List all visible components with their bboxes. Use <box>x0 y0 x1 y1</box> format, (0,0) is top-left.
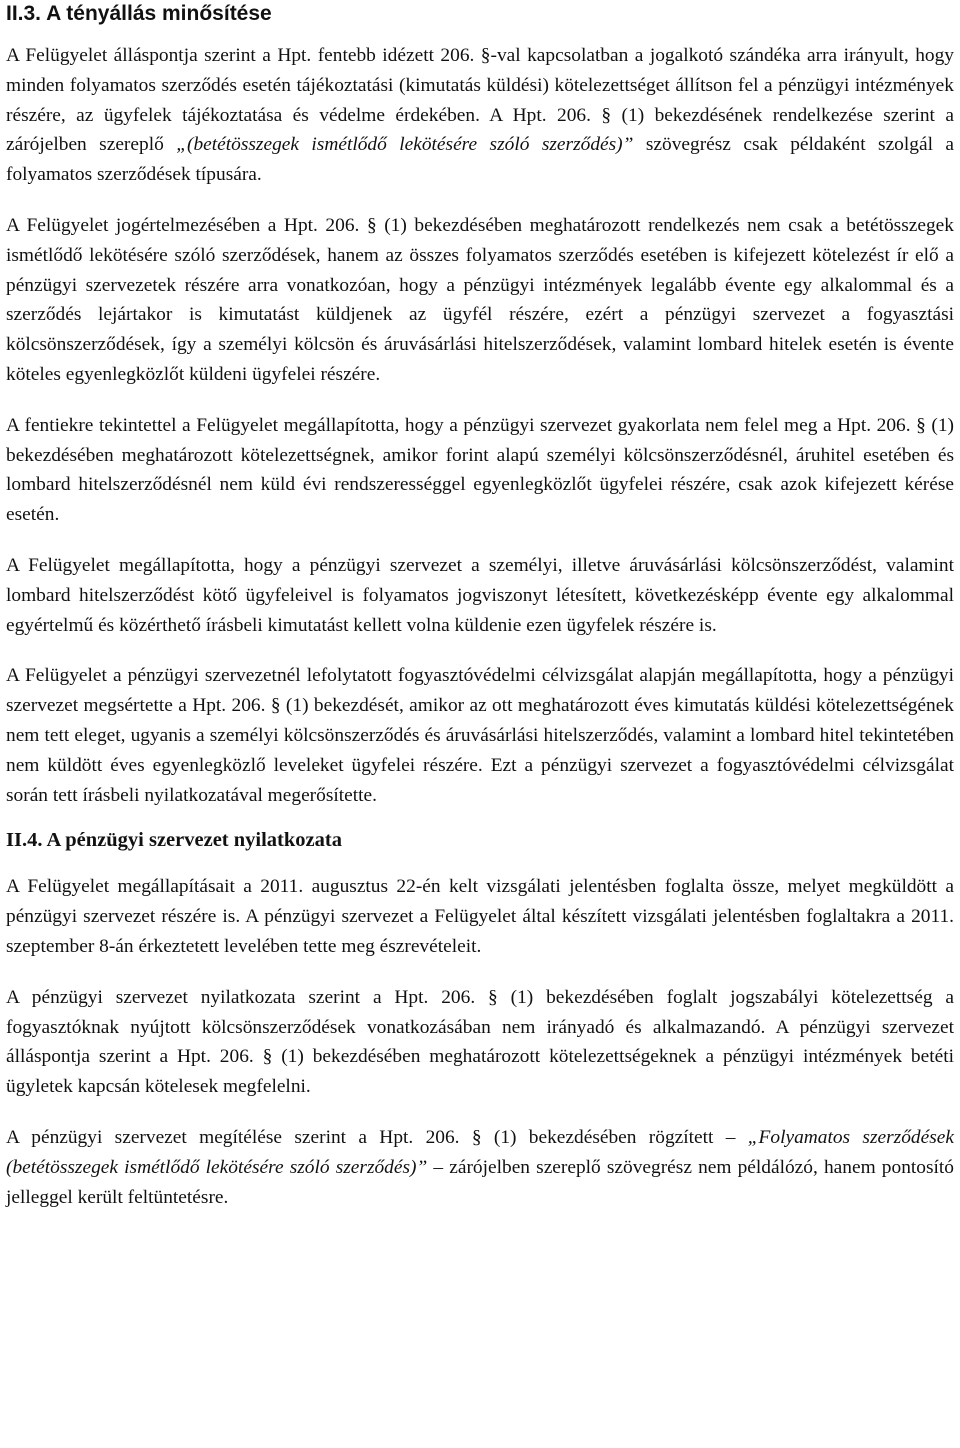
document-page <box>6 0 954 1212</box>
paragraph: A Felügyelet megállapította, hogy a pénzügyi szervezet a személyi, illetve áruvásárlási kölcsönszerződést, valamint lombard hitelszerződést kötő ügyfeleivel is folyamatos jogviszonyt létesített, következésképp évente egy alkalommal egyértelmű és közérthető írásbeli kimutatást kellett volna küldenie ezen ügyfelek részére is. <box>6 554 954 636</box>
section-heading-3: II.3. A tényállás minősítése <box>6 2 272 25</box>
quoted-text: „(betétösszegek ismétlődő lekötésére szóló szerződés)” <box>176 134 634 156</box>
paragraph: A Felügyelet jogértelmezésében a Hpt. 206. § (1) bekezdésében meghatározott rendelkezés nem csak a betétösszegek ismétlődő lekötésére szóló szerződések, hanem az összes folyamatos szerződés esetében is kifejezett kötelezést ír elő a pénzügyi szervezetek részére arra vonatkozóan, hogy a pénzügyi intézmények legalább évente egy alkalommal és a szerződés lejártakor is kimutatást küldjenek az ügyfél részére, ezért a pénzügyi szervezet a fogyasztási kölcsönszerződések, így a személyi kölcsön és áruvásárlási hitelszerződések, valamint lombard hitelek esetén is évente köteles egyenlegközlőt küldeni ügyfelei részére. <box>6 214 954 385</box>
quoted-text: „Folyamatos szerződések (betétösszegek ismétlődő lekötésére szóló szerződés)” <box>6 1126 954 1178</box>
paragraph-text: A pénzügyi szervezet megítélése szerint a Hpt. 206. § (1) bekezdésében rögzített – <box>6 1126 748 1148</box>
paragraph: A Felügyelet a pénzügyi szervezetnél lefolytatott fogyasztóvédelmi célvizsgálat alapján megállapította, hogy a pénzügyi szervezet megsértette a Hpt. 206. § (1) bekezdését, amikor az ott meghatározott éves kimutatás küldési kötelezettségének nem tett eleget, ugyanis a személyi kölcsönszerződés és áruvásárlási hitelszerződés, valamint a lombard hitel tekintetében nem küldött éves egyenlegközlő leveleket ügyfelei részére. Ezt a pénzügyi szervezet a fogyasztóvédelmi célvizsgálat során tett írásbeli nyilatkozatával megerősítette. <box>6 665 954 806</box>
section-heading-4: II.4. A pénzügyi szervezet nyilatkozata <box>6 829 342 852</box>
paragraph <box>6 1123 954 1212</box>
paragraph: A pénzügyi szervezet nyilatkozata szerint a Hpt. 206. § (1) bekezdésében foglalt jogszabályi kötelezettség a fogyasztóknak nyújtott kölcsönszerződések vonatkozásában nem irányadó és alkalmazandó. A pénzügyi szervezet álláspontja szerint a Hpt. 206. § (1) bekezdésében meghatározott kötelezettségeknek a pénzügyi intézmények betéti ügyletek kapcsán kötelesek megfelelni. <box>6 986 954 1098</box>
paragraph <box>6 41 954 190</box>
paragraph-text: szövegrész csak példaként szolgál a folyamatos szerződések típusára. <box>6 134 954 186</box>
paragraph: A fentiekre tekintettel a Felügyelet megállapította, hogy a pénzügyi szervezet gyakorlata nem felel meg a Hpt. 206. § (1) bekezdésében meghatározott kötelezettségnek, amikor forint alapú személyi kölcsönszerződésnél, áruhitel esetében és lombard hitelszerződésnél nem küld évi rendszerességgel egyenlegközlőt ügyfelei részére, csak azok kifejezett kérése esetén. <box>6 414 954 526</box>
paragraph-text: – zárójelben szereplő szövegrész nem példálózó, hanem pontosító jelleggel került feltüntetésre. <box>6 1156 954 1208</box>
paragraph-text: A Felügyelet álláspontja szerint a Hpt. fentebb idézett 206. §-val kapcsolatban a jogalkotó szándéka arra irányult, hogy minden folyamatos szerződés esetén tájékoztatási (kimutatás küldési) kötelezettséget állítson fel a pénzügyi intézmények részére, az ügyfelek tájékoztatása és védelme érdekében. A Hpt. 206. § (1) bekezdésének rendelkezése szerint a zárójelben szereplő <box>6 45 954 156</box>
paragraph: A Felügyelet megállapításait a 2011. augusztus 22-én kelt vizsgálati jelentésben foglalta össze, melyet megküldött a pénzügyi szervezet részére is. A pénzügyi szervezet a Felügyelet által készített vizsgálati jelentésben foglaltakra a 2011. szeptember 8-án érkeztetett levelében tette meg észrevételeit. <box>6 876 954 957</box>
